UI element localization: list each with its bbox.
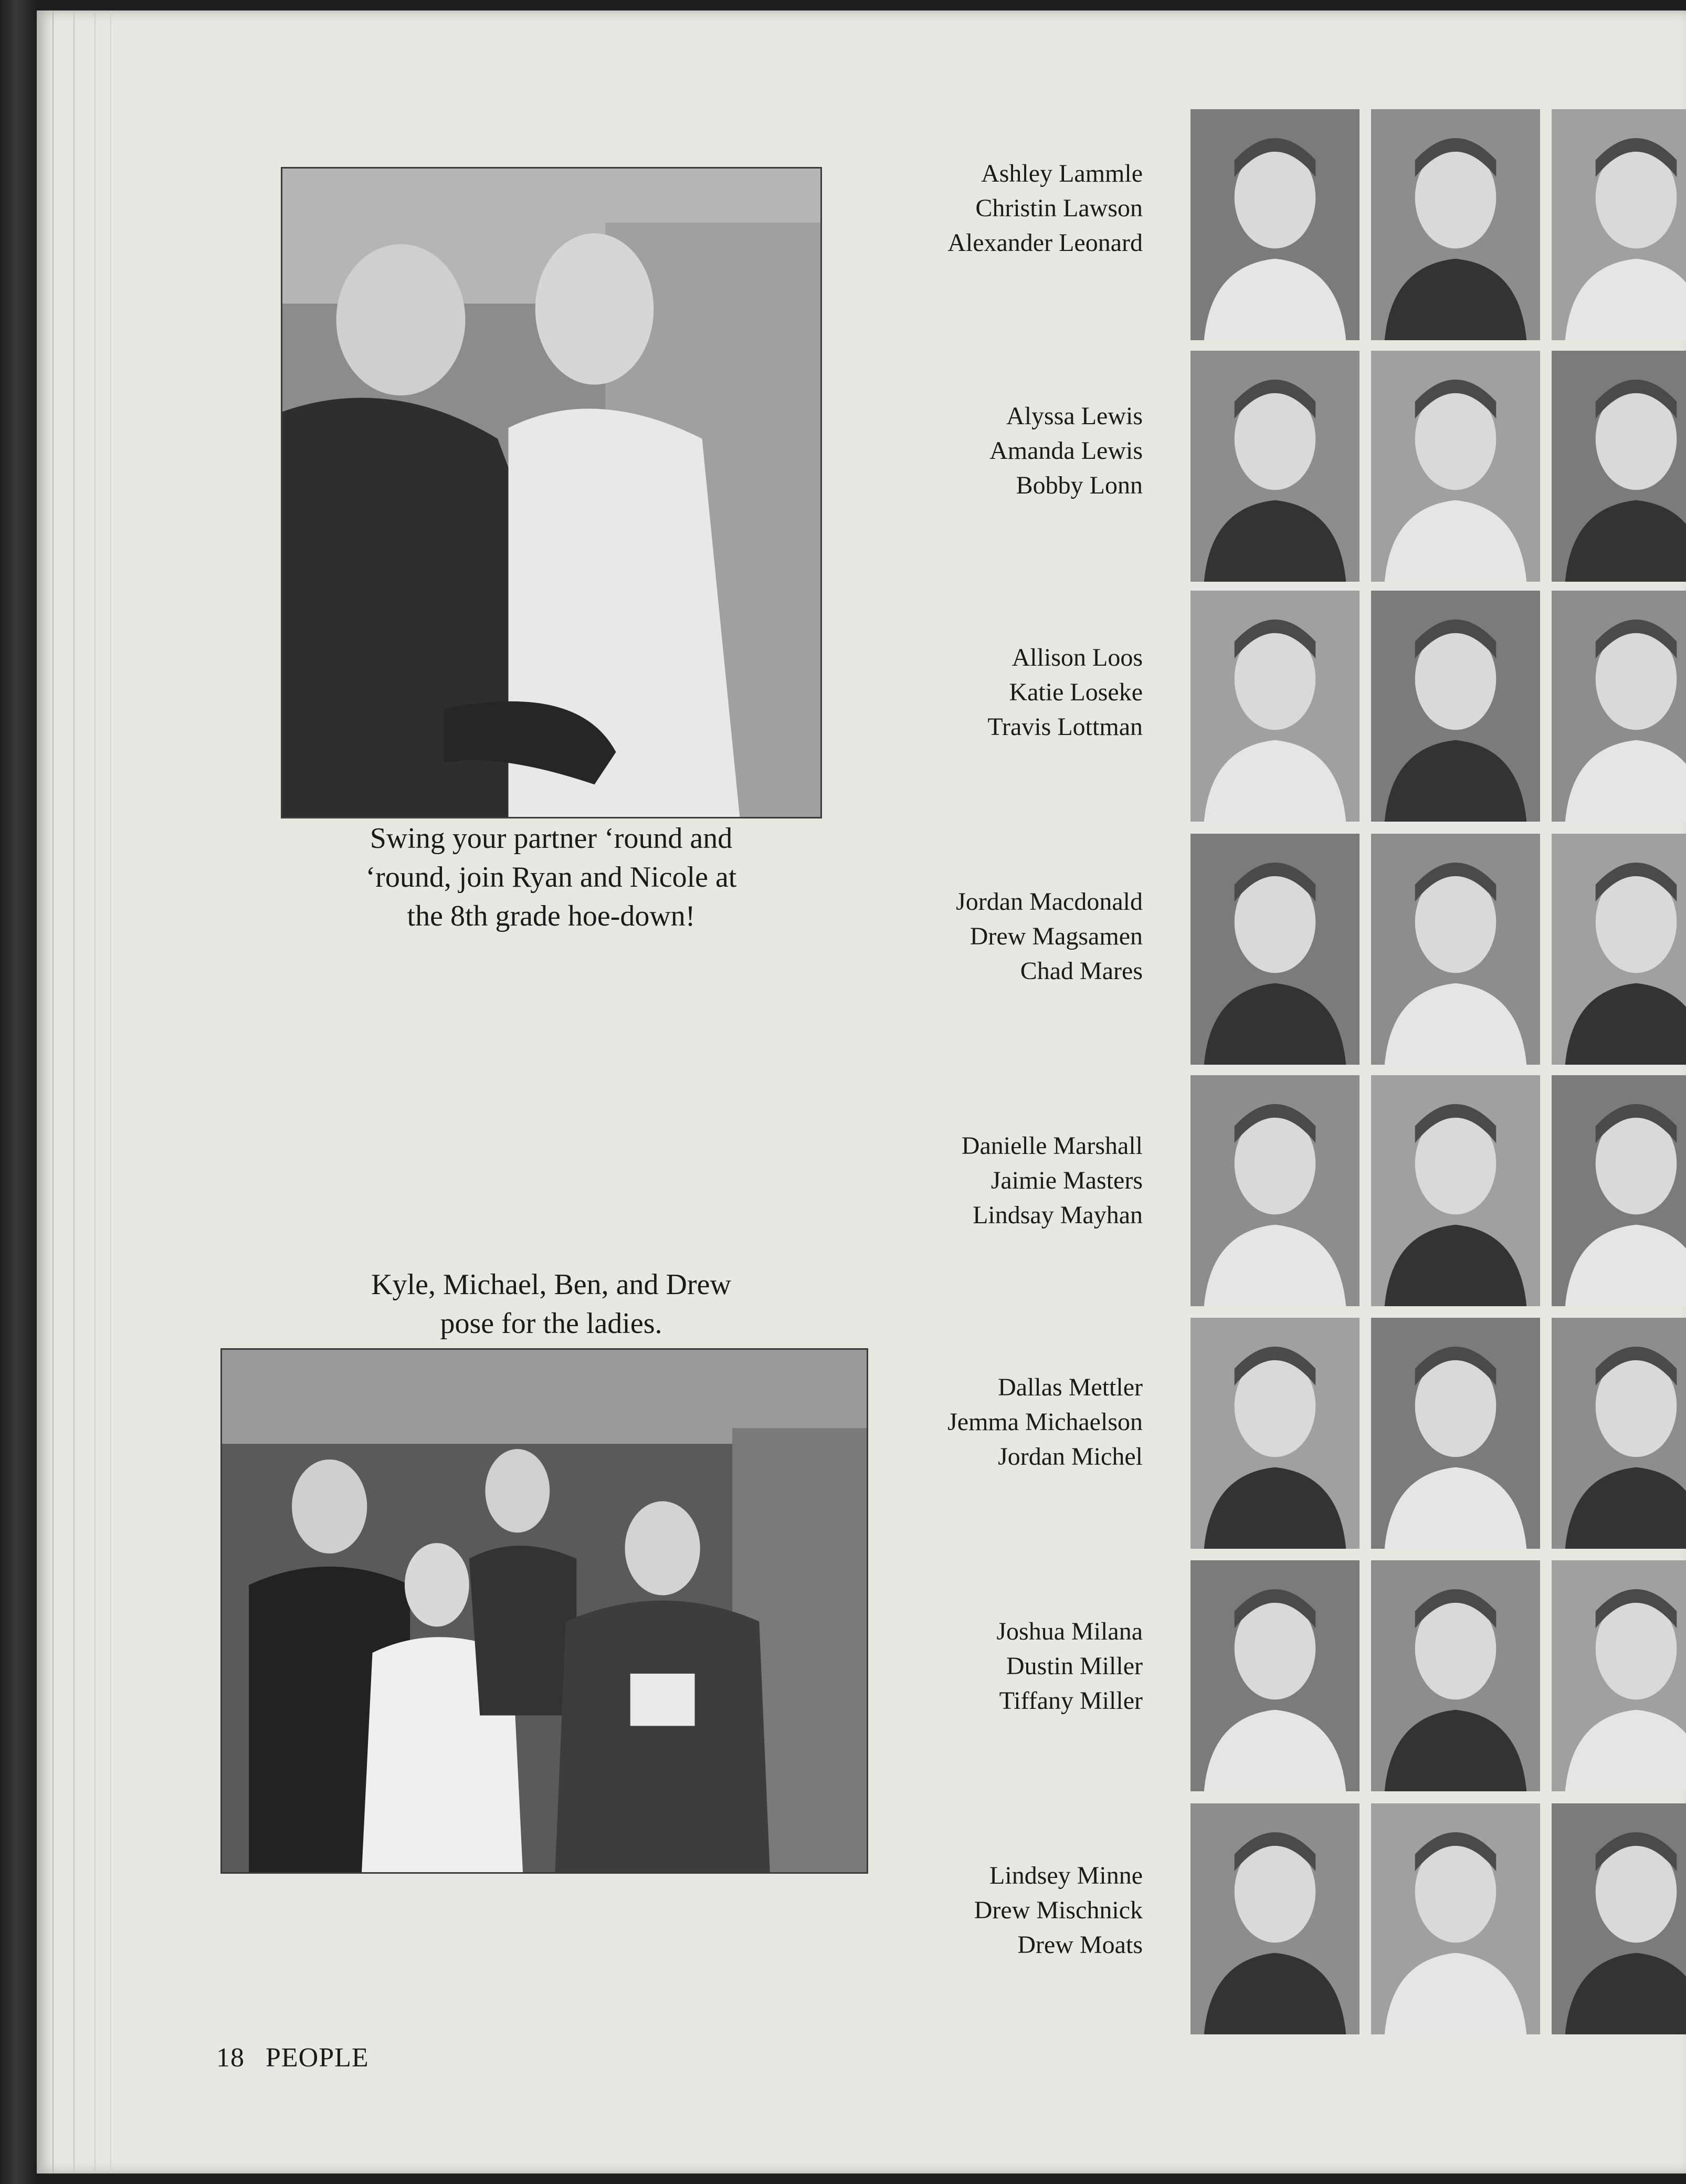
student-portrait <box>1371 834 1540 1065</box>
student-name: Chad Mares <box>1020 957 1143 985</box>
student-portrait <box>1371 351 1540 582</box>
name-group-5 <box>807 1129 1143 1233</box>
student-name: Jordan Macdonald <box>956 888 1143 916</box>
student-portrait <box>1552 109 1686 340</box>
student-portrait <box>1552 1318 1686 1549</box>
section-name: PEOPLE <box>266 2043 369 2073</box>
student-name: Christin Lawson <box>975 194 1143 222</box>
student-name: Ashley Lammle <box>981 160 1143 187</box>
student-name: Lindsey Minne <box>989 1862 1143 1889</box>
student-portrait <box>1371 1803 1540 2034</box>
student-portrait <box>1190 834 1360 1065</box>
student-portrait <box>1190 1803 1360 2034</box>
student-name: Tiffany Miller <box>999 1687 1143 1715</box>
student-portrait <box>1190 351 1360 582</box>
student-portrait <box>1552 1560 1686 1791</box>
name-group-8 <box>807 1858 1143 1962</box>
page-folio <box>216 2042 369 2073</box>
student-name: Lindsay Mayhan <box>973 1201 1143 1229</box>
boys-photo <box>220 1348 868 1874</box>
student-name: Joshua Milana <box>996 1618 1143 1645</box>
student-portrait <box>1552 834 1686 1065</box>
student-name: Dustin Miller <box>1006 1652 1143 1680</box>
student-portrait <box>1371 591 1540 822</box>
student-portrait <box>1190 109 1360 340</box>
student-name: Drew Mischnick <box>974 1896 1143 1924</box>
student-portrait <box>1371 1318 1540 1549</box>
student-portrait <box>1371 1560 1540 1791</box>
dance-photo-caption: Swing your partner ‘round and ‘round, join Ryan and Nicole at the 8th grade hoe-down! <box>365 822 737 932</box>
student-name: Drew Moats <box>1017 1931 1143 1959</box>
student-name: Alexander Leonard <box>947 229 1143 257</box>
page-edge <box>73 10 75 2174</box>
student-name: Amanda Lewis <box>989 437 1143 465</box>
student-portrait <box>1371 109 1540 340</box>
student-name: Danielle Marshall <box>961 1132 1143 1160</box>
student-portrait <box>1190 1560 1360 1791</box>
name-group-6 <box>807 1370 1143 1474</box>
student-portrait <box>1552 591 1686 822</box>
student-name: Dallas Mettler <box>998 1373 1143 1401</box>
student-portrait <box>1552 351 1686 582</box>
student-name: Jemma Michaelson <box>947 1408 1143 1436</box>
student-name: Bobby Lonn <box>1016 471 1143 499</box>
student-name: Travis Lottman <box>987 713 1143 741</box>
student-name: Jaimie Masters <box>990 1167 1143 1194</box>
student-portrait <box>1552 1075 1686 1306</box>
page-edge <box>52 10 54 2174</box>
name-group-1 <box>807 156 1143 260</box>
student-portrait <box>1190 591 1360 822</box>
page-edge <box>94 10 96 2174</box>
student-name: Katie Loseke <box>1009 678 1143 706</box>
boys-photo-caption: Kyle, Michael, Ben, and Drew pose for the ladies. <box>371 1268 731 1340</box>
student-portrait <box>1371 1075 1540 1306</box>
dance-photo <box>281 167 822 818</box>
page-number: 18 <box>216 2043 245 2073</box>
name-group-2 <box>807 399 1143 503</box>
page-edge <box>110 10 111 2174</box>
name-group-7 <box>807 1614 1143 1718</box>
name-group-3 <box>807 640 1143 744</box>
student-portrait <box>1552 1803 1686 2034</box>
name-group-4 <box>807 885 1143 989</box>
student-portrait <box>1190 1318 1360 1549</box>
student-name: Jordan Michel <box>998 1443 1143 1471</box>
student-name: Drew Magsamen <box>970 922 1143 950</box>
student-name: Alyssa Lewis <box>1006 402 1143 430</box>
student-name: Allison Loos <box>1011 644 1143 671</box>
student-portrait <box>1190 1075 1360 1306</box>
